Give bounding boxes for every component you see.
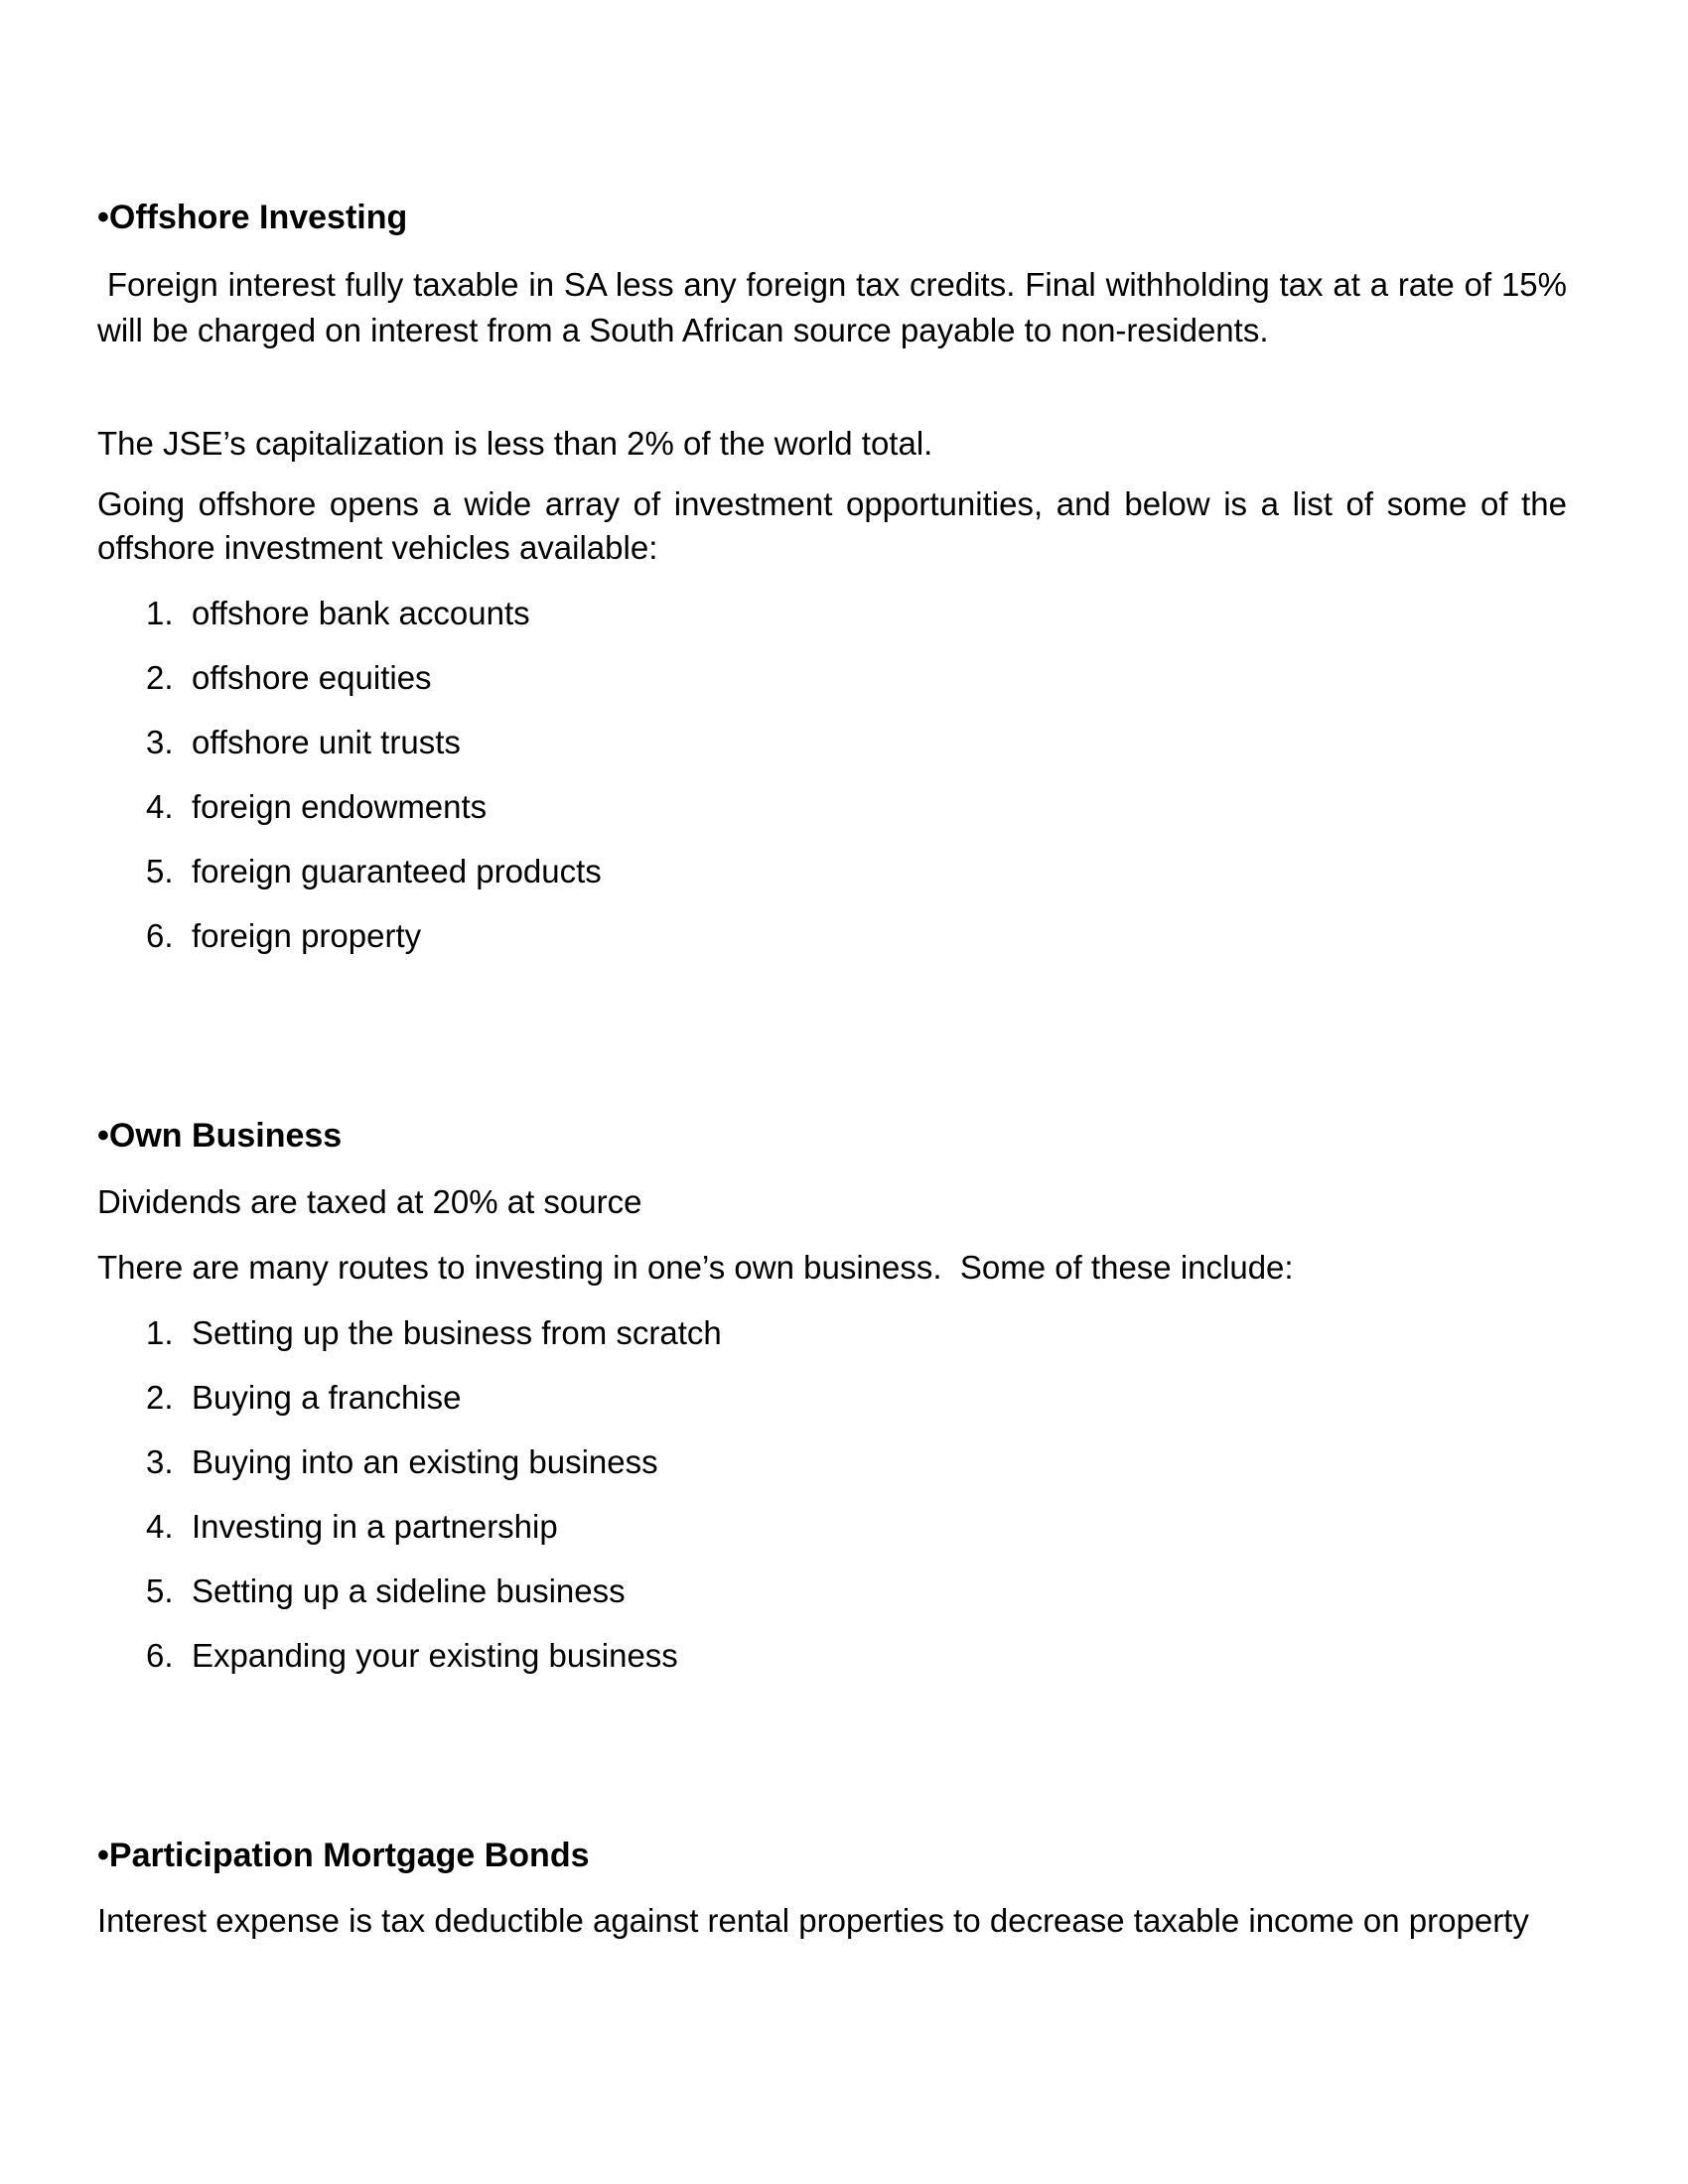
offshore-vehicles-list bbox=[146, 594, 602, 981]
list-item: 5. foreign guaranteed products bbox=[146, 853, 602, 889]
own-business-routes-list bbox=[146, 1313, 722, 1701]
list-item: 2. Buying a franchise bbox=[146, 1379, 462, 1416]
paragraph-dividends: Dividends are taxed at 20% at source bbox=[97, 1183, 642, 1220]
list-item: 1. Setting up the business from scratch bbox=[146, 1314, 722, 1351]
list-item: 2. offshore equities bbox=[146, 659, 432, 696]
list-item: 1. offshore bank accounts bbox=[146, 595, 530, 631]
section-heading-own-business: •Own Business bbox=[97, 1117, 343, 1155]
paragraph-interest-expense: Interest expense is tax deductible against rental properties to decrease taxable income on property bbox=[97, 1902, 1529, 1939]
list-item: 6. foreign property bbox=[146, 917, 422, 954]
list-item: 4. Investing in a partnership bbox=[146, 1508, 558, 1545]
list-item: 6. Expanding your existing business bbox=[146, 1637, 678, 1674]
section-heading-participation-mortgage-bonds: •Participation Mortgage Bonds bbox=[97, 1837, 590, 1874]
list-item: 5. Setting up a sideline business bbox=[146, 1572, 626, 1609]
list-item: 4. foreign endowments bbox=[146, 788, 488, 825]
paragraph-routes: There are many routes to investing in one’s own business. Some of these include: bbox=[97, 1249, 1294, 1286]
list-item: 3. Buying into an existing business bbox=[146, 1443, 658, 1480]
section-heading-offshore-investing: •Offshore Investing bbox=[97, 199, 408, 236]
paragraph-jse-capitalization: The JSE’s capitalization is less than 2% of the world total. bbox=[97, 425, 933, 462]
list-item: 3. offshore unit trusts bbox=[146, 724, 461, 760]
paragraph-foreign-interest: Foreign interest fully taxable in SA less any foreign tax credits. Final withholding tax at a rate of 15% will be charged on interest from a South African source payable to non-residents. bbox=[97, 266, 1577, 348]
paragraph-going-offshore: Going offshore opens a wide array of investment opportunities, and below is a list of some of the offshore investment vehicles available: bbox=[97, 485, 1567, 566]
